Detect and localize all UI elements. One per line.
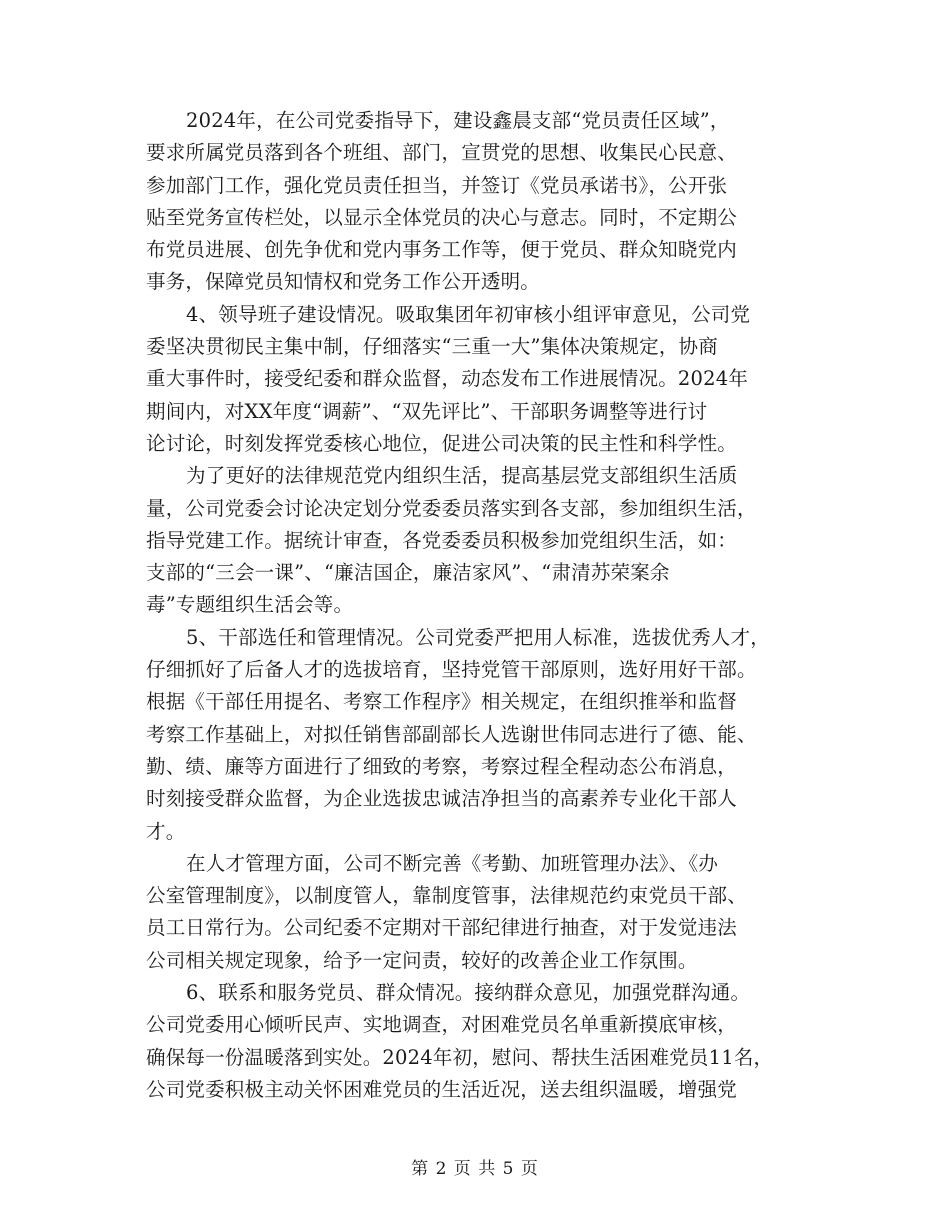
text-line: 贴至党务宣传栏处，以显示全体党员的决心与意志。同时，不定期公 (146, 205, 738, 229)
text-line: 2024年，在公司党委指导下，建设鑫晨支部“党员责任区域”， (186, 109, 730, 132)
text-line: 员工日常行为。公司纪委不定期对干部纪律进行抽查，对于发觉违法 (146, 916, 738, 940)
page-number-footer: 第 2 页 共 5 页 (411, 1159, 539, 1179)
paragraph-talent-management (146, 848, 826, 977)
text-line: 时刻接受群众监督，为企业选拔忠诚洁净担当的高素养专业化干部人 (146, 787, 738, 811)
text-line: 4、领导班子建设情况。吸取集团年初审核小组评审意见，公司党 (186, 302, 751, 326)
text-line: 公司相关规定现象，给予一定问责，较好的改善企业工作氛围。 (146, 948, 698, 972)
text-line: 5、干部选任和管理情况。公司党委严把用人标准，选拔优秀人才， (186, 625, 770, 649)
text-line: 为了更好的法律规范党内组织生活，提高基层党支部组织生活质 (186, 464, 738, 488)
text-line: 委坚决贯彻民主集中制，仔细落实“三重一大”集体决策规定，协商 (146, 335, 718, 359)
text-line: 重大事件时，接受纪委和群众监督，动态发布工作进展情况。2024年 (146, 367, 749, 391)
text-line: 公司党委用心倾听民声、实地调查，对困难党员名单重新摸底审核， (146, 1013, 738, 1037)
text-line: 论讨论，时刻发挥党委核心地位，促进公司决策的民主性和科学性。 (146, 431, 738, 455)
text-line: 期间内，对XX年度“调薪”、“双先评比”、干部职务调整等进行讨 (146, 399, 708, 423)
text-line: 公室管理制度》，以制度管人，靠制度管事，法律规范约束党员干部、 (146, 884, 747, 908)
text-line: 根据《干部任用提名、考察工作程序》相关规定，在组织推举和监督 (146, 690, 738, 714)
text-line: 要求所属党员落到各个班组、部门，宣贯党的思想、收集民心民意、 (146, 141, 738, 165)
text-line: 布党员进展、创先争优和党内事务工作等，便于党员、群众知晓党内 (146, 238, 738, 262)
paragraph-party-responsibility (146, 105, 826, 299)
paragraph-cadre-selection (146, 622, 826, 848)
paragraph-serving-members (146, 977, 826, 1106)
text-line: 考察工作基础上，对拟任销售部副部长人选谢世伟同志进行了德、能、 (146, 722, 757, 746)
text-line: 事务，保障党员知情权和党务工作公开透明。 (146, 270, 541, 294)
text-line: 毒”专题组织生活会等。 (146, 593, 354, 617)
text-line: 仔细抓好了后备人才的选拔培育，坚持党管干部原则，选好用好干部。 (146, 658, 757, 682)
text-line: 在人才管理方面，公司不断完善《考勤、加班管理办法》、《办 (186, 851, 719, 875)
text-line: 才。 (146, 819, 186, 843)
paragraph-organization-life (146, 460, 826, 621)
text-line: 参加部门工作，强化党员责任担当，并签订《党员承诺书》，公开张 (146, 173, 728, 197)
text-line: 确保每一份温暖落到实处。2024年初，慰问、帮扶生活困难党员11名， (146, 1045, 774, 1069)
text-line: 指导党建工作。据统计审查，各党委委员积极参加党组织生活，如： (146, 528, 738, 552)
text-line: 支部的“三会一课”、“廉洁国企，廉洁家风”、“肃清苏荣案余 (146, 561, 670, 585)
text-line: 量，公司党委会讨论决定划分党委委员落实到各支部，参加组织生活， (146, 496, 757, 520)
text-line: 勤、绩、廉等方面进行了细致的考察，考察过程全程动态公布消息， (146, 754, 738, 778)
paragraph-leadership (146, 299, 826, 460)
document-body (146, 105, 826, 1106)
text-line: 公司党委积极主动关怀困难党员的生活近况，送去组织温暖，增强党 (146, 1077, 738, 1101)
text-line: 6、联系和服务党员、群众情况。接纳群众意见，加强党群沟通。 (186, 981, 751, 1005)
